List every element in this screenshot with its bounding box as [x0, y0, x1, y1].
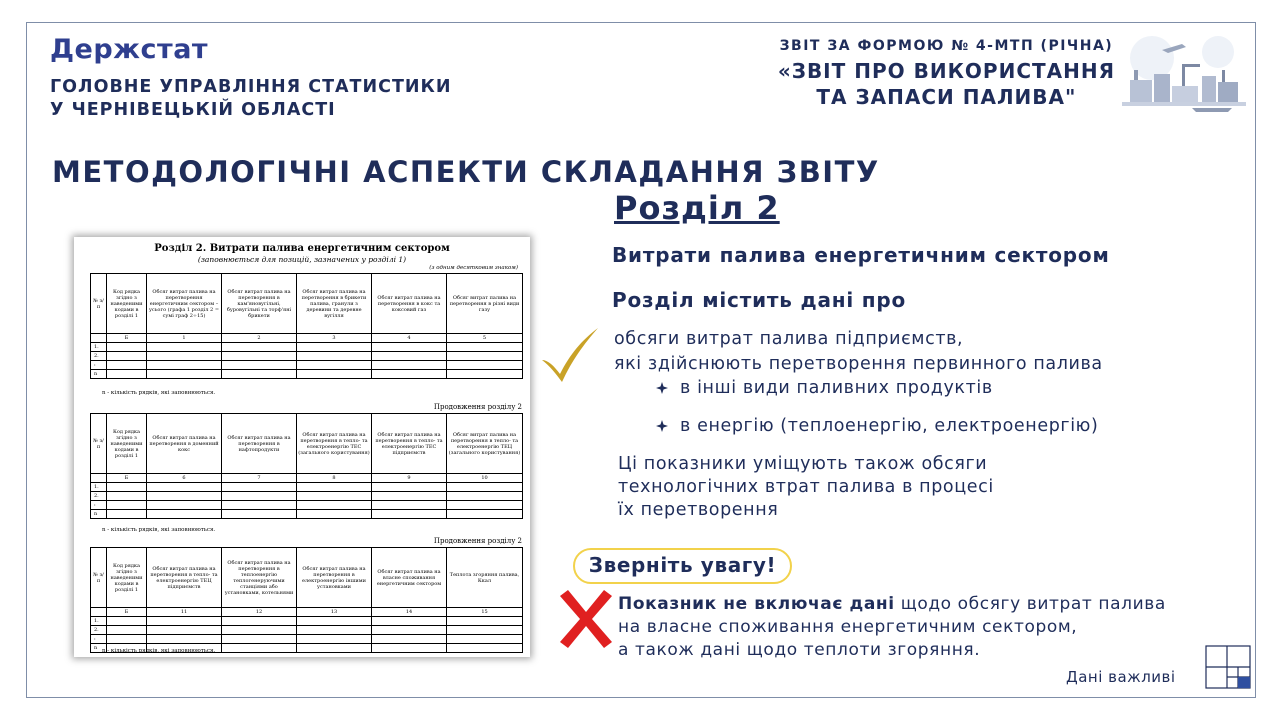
form-cell: :: [91, 501, 107, 510]
form-continuation-1: Продовження розділу 2: [433, 403, 522, 411]
form-number-cell: 8: [297, 474, 372, 483]
warning-line-3: а також дані щодо теплоти згоряння.: [618, 640, 981, 660]
form-cell: [222, 361, 297, 370]
organization-name: [50, 76, 452, 122]
form-cell: :: [91, 635, 107, 644]
form-cell: [372, 492, 447, 501]
heading-energy-sector: Витрати палива енергетичним сектором: [612, 243, 1110, 267]
extra-line-1: Ці показники уміщують також обсяги: [618, 454, 988, 474]
form-header-cell: Код рядка згідно з наведеними кодами в розділі 1: [107, 274, 147, 334]
report-name-line-1: «ЗВІТ ПРО ВИКОРИСТАННЯ: [777, 59, 1115, 83]
table-row: [91, 635, 523, 644]
org-line-2: У ЧЕРНІВЕЦЬКІЙ ОБЛАСТІ: [50, 100, 336, 120]
warning-text: [618, 593, 1166, 662]
form-cell: 1.: [91, 617, 107, 626]
form-cell: [147, 492, 222, 501]
form-header-cell: Код рядка згідно з наведеними кодами в розділі 1: [107, 548, 147, 608]
form-cell: [222, 352, 297, 361]
form-cell: [447, 370, 523, 379]
industry-illustration: [1122, 30, 1246, 112]
form-title: Розділ 2. Витрати палива енергетичним сектором: [154, 243, 450, 254]
form-cell: [372, 501, 447, 510]
form-precision-note: (з одним десятковим знаком): [429, 265, 518, 271]
form-cell: [147, 352, 222, 361]
form-cell: [147, 501, 222, 510]
form-cell: [372, 635, 447, 644]
form-header-row: [91, 274, 523, 334]
form-continuation-2: Продовження розділу 2: [433, 537, 522, 545]
table-row: [91, 483, 523, 492]
form-cell: n: [91, 370, 107, 379]
form-cell: [222, 510, 297, 519]
form-number-cell: 5: [447, 334, 523, 343]
form-cell: [107, 510, 147, 519]
form-note-3: n - кількість рядків, які заповнюються.: [102, 648, 216, 654]
form-number-cell: 10: [447, 474, 523, 483]
form-cell: [447, 644, 523, 653]
form-header-cell: Обсяг витрат палива на перетворення в електроенергію іншими установками: [297, 548, 372, 608]
form-cell: [147, 370, 222, 379]
form-cell: [222, 370, 297, 379]
form-cell: [447, 501, 523, 510]
form-cell: [372, 483, 447, 492]
attention-badge: Зверніть увагу!: [573, 548, 792, 584]
bullet-text-1: в інші види паливних продуктів: [680, 378, 993, 398]
form-header-cell: Обсяг витрат палива на перетворення в тепло- та електроенергію ТЕС підприємств: [372, 414, 447, 474]
form-cell: [372, 361, 447, 370]
bullet-text-2: в енергію (теплоенергію, електроенергію): [680, 416, 1099, 436]
form-header-cell: Обсяг витрат палива на перетворення в доменний кокс: [147, 414, 222, 474]
form-section-2-image: [74, 237, 530, 657]
table-row: [91, 343, 523, 352]
form-header-cell: Код рядка згідно з наведеними кодами в розділі 1: [107, 414, 147, 474]
form-cell: [107, 617, 147, 626]
main-title: МЕТОДОЛОГІЧНІ АСПЕКТИ СКЛАДАННЯ ЗВІТУ: [52, 155, 880, 189]
form-cell: [372, 510, 447, 519]
report-form-label: ЗВІТ ЗА ФОРМОЮ № 4-МТП (РІЧНА): [779, 38, 1114, 54]
form-cell: [447, 635, 523, 644]
form-cell: [297, 492, 372, 501]
form-cell: [297, 343, 372, 352]
form-number-row: [91, 608, 523, 617]
form-number-cell: Б: [107, 608, 147, 617]
form-header-cell: Обсяг витрат палива на перетворення в тепло- та електроенергію ТЕЦ (загального користування): [447, 414, 523, 474]
form-cell: 2.: [91, 626, 107, 635]
table-row: [91, 370, 523, 379]
table-row: [91, 492, 523, 501]
form-cell: [297, 352, 372, 361]
form-cell: [297, 361, 372, 370]
form-cell: [147, 343, 222, 352]
table-row: [91, 361, 523, 370]
form-header-cell: Обсяг витрат палива на перетворення в тепло- та електроенергію ТЕС (загального користування): [297, 414, 372, 474]
form-cell: [297, 644, 372, 653]
form-number-cell: 6: [147, 474, 222, 483]
form-cell: [107, 343, 147, 352]
form-cell: [297, 483, 372, 492]
form-header-cell: Обсяг витрат палива на перетворення в різні види газу: [447, 274, 523, 334]
form-cell: [447, 352, 523, 361]
form-header-cell: № з/п: [91, 548, 107, 608]
table-row: [91, 617, 523, 626]
form-cell: [107, 501, 147, 510]
form-note-1: n - кількість рядків, які заповнюються.: [102, 390, 216, 396]
warning-rest: щодо обсягу витрат палива: [894, 594, 1166, 614]
form-cell: [222, 492, 297, 501]
derzhstat-mark-icon: [1205, 645, 1251, 689]
form-cell: [222, 626, 297, 635]
footer-slogan: Дані важливі: [1066, 668, 1176, 686]
form-header-cell: № з/п: [91, 274, 107, 334]
heading-section-contains: Розділ містить дані про: [612, 288, 907, 312]
form-cell: [107, 626, 147, 635]
form-cell: [107, 492, 147, 501]
form-cell: [297, 626, 372, 635]
form-cell: [147, 635, 222, 644]
form-number-cell: 3: [297, 334, 372, 343]
form-cell: [107, 361, 147, 370]
checkmark-icon: [538, 326, 602, 384]
warning-bold: Показник не включає дані: [618, 594, 895, 614]
form-cell: [107, 352, 147, 361]
form-cell: [372, 352, 447, 361]
form-cell: [107, 370, 147, 379]
warning-line-2: на власне споживання енергетичним сектором,: [618, 617, 1078, 637]
form-number-cell: 14: [372, 608, 447, 617]
description-line-1: обсяги витрат палива підприємств,: [614, 329, 964, 349]
form-table-1: [90, 273, 523, 379]
extra-line-2: технологічних втрат палива в процесі: [618, 477, 994, 497]
form-cell: [447, 626, 523, 635]
form-cell: [447, 361, 523, 370]
form-header-cell: Обсяг витрат палива на власне споживання енергетичним сектором: [372, 548, 447, 608]
form-header-cell: Обсяг витрат палива на перетворення енергетичним сектором – усього (графа 1 розділ 2 = сумі граф 2÷15): [147, 274, 222, 334]
org-line-1: ГОЛОВНЕ УПРАВЛІННЯ СТАТИСТИКИ: [50, 77, 452, 97]
bullet-item-energy: [656, 416, 1098, 436]
warning-line-1: [618, 593, 1166, 616]
form-cell: [372, 644, 447, 653]
bullet-item-fuel-products: [656, 378, 993, 398]
form-header-row: [91, 414, 523, 474]
form-cell: [222, 644, 297, 653]
section-title: Розділ 2: [614, 189, 780, 227]
form-number-row: [91, 334, 523, 343]
form-cell: [147, 626, 222, 635]
form-header-cell: № з/п: [91, 414, 107, 474]
form-cell: [297, 510, 372, 519]
form-cell: [447, 617, 523, 626]
form-header-row: [91, 548, 523, 608]
form-cell: [447, 510, 523, 519]
description-line-2: які здійснюють перетворення первинного палива: [614, 354, 1103, 374]
form-cell: n: [91, 644, 107, 653]
form-cell: 2.: [91, 492, 107, 501]
form-number-cell: 4: [372, 334, 447, 343]
form-header-cell: Обсяг витрат палива на перетворення в кокс та коксовий газ: [372, 274, 447, 334]
form-number-cell: [91, 608, 107, 617]
cross-icon: [556, 588, 616, 650]
form-cell: [297, 635, 372, 644]
form-table-3: [90, 547, 523, 653]
form-cell: [222, 635, 297, 644]
table-row: [91, 501, 523, 510]
form-cell: 1.: [91, 343, 107, 352]
form-header-cell: Обсяг витрат палива на перетворення в кам'яновугільні, буровугільні та торф'яні брикети: [222, 274, 297, 334]
form-cell: [107, 483, 147, 492]
form-cell: [372, 343, 447, 352]
form-cell: n: [91, 510, 107, 519]
form-cell: :: [91, 361, 107, 370]
form-number-cell: 7: [222, 474, 297, 483]
extra-line-3: їх перетворення: [618, 500, 779, 520]
form-cell: [372, 626, 447, 635]
form-header-cell: Обсяг витрат палива на перетворення в нафтопродукти: [222, 414, 297, 474]
form-header-cell: Теплота згоряння палива, Ккал: [447, 548, 523, 608]
form-cell: [107, 635, 147, 644]
form-number-cell: [91, 334, 107, 343]
form-number-row: [91, 474, 523, 483]
form-cell: [372, 370, 447, 379]
form-cell: 1.: [91, 483, 107, 492]
form-number-cell: Б: [107, 334, 147, 343]
form-cell: [222, 617, 297, 626]
form-cell: [297, 501, 372, 510]
form-number-cell: [91, 474, 107, 483]
form-cell: [372, 617, 447, 626]
extra-info-text: [618, 453, 994, 522]
form-header-cell: Обсяг витрат палива на перетворення в тепло- та електроенергію ТЕЦ підприємств: [147, 548, 222, 608]
form-header-cell: Обсяг витрат палива на перетворення в теплоенергію теплогенеруючими станціями або установками, котельнями: [222, 548, 297, 608]
form-cell: [147, 483, 222, 492]
form-number-cell: 12: [222, 608, 297, 617]
form-cell: [147, 510, 222, 519]
diamond-bullet-icon: [656, 420, 668, 432]
table-row: [91, 626, 523, 635]
form-cell: 2.: [91, 352, 107, 361]
form-cell: [222, 483, 297, 492]
form-cell: [147, 361, 222, 370]
form-number-cell: 2: [222, 334, 297, 343]
form-cell: [147, 617, 222, 626]
form-cell: [222, 501, 297, 510]
report-name-line-2: ТА ЗАПАСИ ПАЛИВА": [816, 85, 1077, 109]
table-row: [91, 510, 523, 519]
table-row: [91, 352, 523, 361]
form-subtitle: (заповнюється для позицій, зазначених у розділі 1): [197, 255, 407, 264]
form-cell: [447, 343, 523, 352]
form-cell: [447, 492, 523, 501]
report-title: [778, 38, 1115, 110]
form-number-cell: 15: [447, 608, 523, 617]
form-cell: [222, 343, 297, 352]
form-number-cell: Б: [107, 474, 147, 483]
derzhstat-logo: Держстат: [50, 34, 209, 65]
form-cell: [297, 370, 372, 379]
form-header-cell: Обсяг витрат палива на перетворення в брикети палива, гранули з деревини та деревне вугілля: [297, 274, 372, 334]
form-number-cell: 13: [297, 608, 372, 617]
form-table-2: [90, 413, 523, 519]
description-text: [614, 327, 1103, 377]
form-note-2: n - кількість рядків, які заповнюються.: [102, 527, 216, 533]
form-number-cell: 11: [147, 608, 222, 617]
form-cell: [297, 617, 372, 626]
form-number-cell: 1: [147, 334, 222, 343]
form-cell: [447, 483, 523, 492]
diamond-bullet-icon: [656, 382, 668, 394]
form-number-cell: 9: [372, 474, 447, 483]
